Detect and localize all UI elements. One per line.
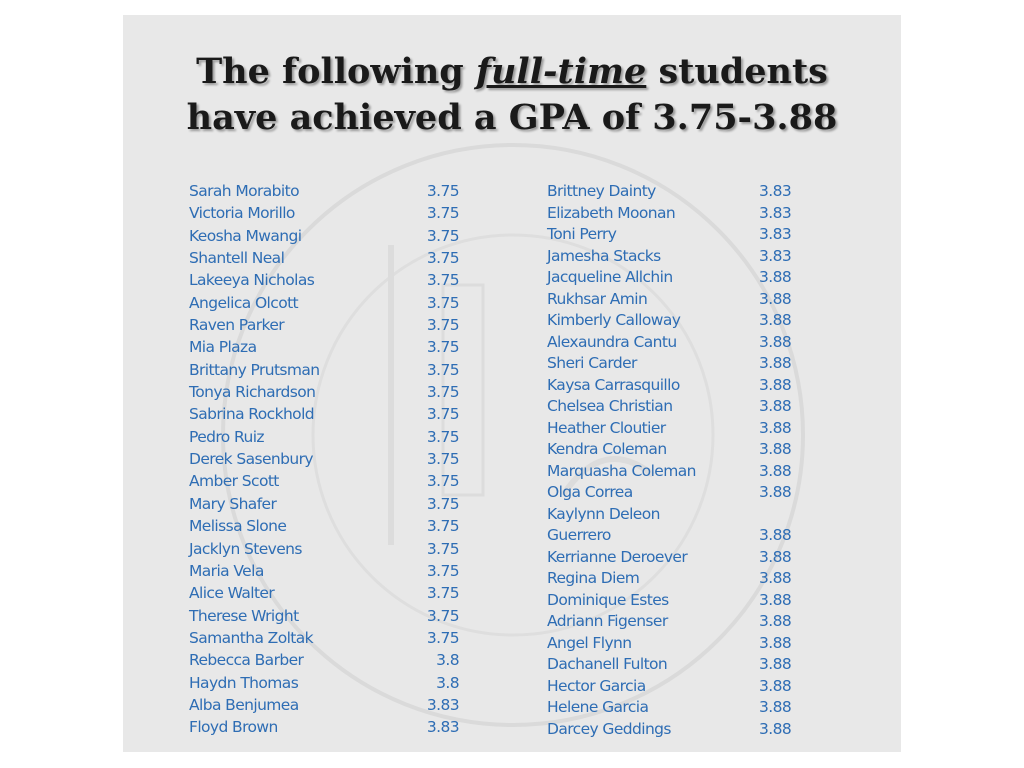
student-row	[547, 267, 807, 289]
student-gpa: 3.83	[426, 718, 459, 737]
student-row	[189, 717, 459, 739]
student-name: Kaylynn Deleon Guerrero	[547, 504, 660, 544]
student-gpa: 3.83	[759, 203, 792, 222]
student-gpa: 3.88	[759, 526, 792, 544]
student-gpa: 3.75	[426, 561, 459, 580]
student-name: Melissa Slone	[189, 517, 287, 536]
student-name: Dominique Estes	[547, 590, 669, 609]
student-gpa: 3.88	[759, 461, 792, 480]
student-name: Brittney Dainty	[547, 182, 656, 200]
student-row	[547, 547, 807, 569]
student-gpa: 3.75	[426, 405, 459, 424]
student-gpa: 3.75	[426, 628, 459, 647]
student-row	[189, 583, 459, 605]
student-gpa: 3.83	[426, 695, 459, 714]
student-gpa: 3.88	[759, 612, 792, 630]
student-row	[189, 561, 459, 583]
student-row	[547, 568, 807, 590]
student-row	[547, 611, 807, 633]
student-row	[189, 270, 459, 292]
student-name: Sheri Carder	[547, 354, 637, 372]
student-gpa: 3.83	[759, 246, 792, 265]
student-name: Kaysa Carrasquillo	[547, 375, 680, 394]
student-name: Samantha Zoltak	[189, 628, 314, 647]
student-gpa: 3.75	[426, 316, 459, 335]
student-gpa: 3.75	[426, 427, 459, 446]
student-name: Rebecca Barber	[189, 651, 304, 670]
student-row	[547, 246, 807, 268]
student-name: Olga Correa	[547, 483, 633, 501]
student-name: Alexaundra Cantu	[547, 332, 677, 351]
student-row	[547, 418, 807, 440]
student-gpa: 3.75	[426, 539, 459, 558]
title-text-pre: The following	[196, 51, 476, 92]
student-row	[547, 719, 807, 741]
student-name: Angelica Olcott	[189, 293, 299, 312]
student-gpa: 3.88	[759, 332, 792, 351]
student-gpa: 3.75	[426, 517, 459, 536]
student-row	[189, 360, 459, 382]
student-gpa: 3.88	[759, 569, 792, 587]
student-gpa: 3.88	[759, 268, 792, 286]
student-name: Elizabeth Moonan	[547, 203, 676, 222]
student-row	[189, 673, 459, 695]
student-row	[189, 293, 459, 315]
student-row	[547, 590, 807, 612]
student-gpa: 3.75	[426, 360, 459, 379]
student-name: Brittany Prutsman	[189, 360, 320, 379]
student-row	[189, 382, 459, 404]
student-row	[189, 248, 459, 270]
student-name: Angel Flynn	[547, 633, 632, 652]
student-gpa: 3.75	[426, 383, 459, 402]
student-name: Alba Benjumea	[189, 695, 299, 714]
right-student-list	[547, 181, 807, 740]
student-name: Adriann Figenser	[547, 612, 668, 630]
student-row	[189, 516, 459, 538]
student-gpa: 3.88	[759, 418, 792, 437]
student-row	[189, 203, 459, 225]
student-gpa: 3.88	[759, 655, 792, 673]
student-row	[189, 449, 459, 471]
student-row	[189, 539, 459, 561]
student-row	[189, 628, 459, 650]
student-row	[189, 494, 459, 516]
title-text-post: students	[646, 51, 828, 92]
title-line-1	[123, 49, 901, 95]
student-name: Dachanell Fulton	[547, 655, 668, 673]
student-row	[547, 353, 807, 375]
title-line-2: have achieved a GPA of 3.75-3.88	[186, 97, 838, 138]
student-row	[189, 606, 459, 628]
student-row	[547, 697, 807, 719]
student-name: Pedro Ruiz	[189, 427, 264, 446]
student-name: Kerrianne Deroever	[547, 547, 688, 566]
student-gpa: 3.75	[426, 450, 459, 469]
student-row	[547, 375, 807, 397]
student-name: Jamesha Stacks	[547, 246, 661, 265]
student-name: Rukhsar Amin	[547, 289, 648, 308]
student-gpa: 3.75	[426, 606, 459, 625]
student-name: Lakeeya Nicholas	[189, 271, 315, 290]
student-gpa: 3.75	[426, 293, 459, 312]
student-gpa: 3.88	[759, 397, 792, 415]
student-row	[189, 427, 459, 449]
student-row	[547, 654, 807, 676]
student-gpa: 3.88	[759, 311, 792, 329]
student-gpa: 3.88	[759, 289, 792, 308]
student-row	[547, 633, 807, 655]
title-emphasis: full-time	[475, 51, 647, 92]
student-row	[547, 439, 807, 461]
student-gpa: 3.88	[759, 354, 792, 372]
student-row	[547, 504, 807, 547]
student-name: Alice Walter	[189, 584, 275, 603]
student-row	[189, 471, 459, 493]
student-name: Kendra Coleman	[547, 440, 667, 458]
student-name: Mia Plaza	[189, 338, 257, 357]
student-gpa: 3.88	[759, 547, 792, 566]
student-name: Tonya Richardson	[189, 383, 316, 402]
student-name: Raven Parker	[189, 316, 285, 335]
student-name: Toni Perry	[547, 225, 617, 243]
student-row	[547, 461, 807, 483]
page-title	[123, 49, 901, 141]
student-gpa: 3.75	[426, 182, 459, 200]
student-gpa: 3.75	[426, 204, 459, 223]
slide	[123, 15, 901, 752]
student-row	[547, 224, 807, 246]
student-row	[189, 315, 459, 337]
student-row	[547, 396, 807, 418]
student-row	[547, 310, 807, 332]
student-row	[547, 289, 807, 311]
student-name: Haydn Thomas	[189, 673, 299, 692]
student-name: Chelsea Christian	[547, 397, 673, 415]
student-name: Mary Shafer	[189, 494, 277, 513]
student-name: Victoria Morillo	[189, 204, 295, 223]
student-gpa: 3.75	[426, 338, 459, 357]
student-row	[547, 203, 807, 225]
student-name: Jacklyn Stevens	[189, 539, 302, 558]
student-gpa: 3.83	[759, 225, 792, 243]
student-gpa: 3.88	[759, 440, 792, 458]
student-gpa: 3.88	[759, 719, 792, 738]
student-row	[189, 181, 459, 203]
student-name: Heather Cloutier	[547, 418, 666, 437]
student-name: Therese Wright	[189, 606, 299, 625]
student-name: Maria Vela	[189, 561, 264, 580]
student-gpa: 3.88	[759, 483, 792, 501]
student-row	[189, 650, 459, 672]
student-name: Keosha Mwangi	[189, 226, 302, 245]
student-name: Derek Sasenbury	[189, 450, 313, 469]
student-row	[189, 226, 459, 248]
student-row	[547, 482, 807, 504]
student-name: Jacqueline Allchin	[547, 268, 673, 286]
student-row	[547, 676, 807, 698]
student-row	[189, 404, 459, 426]
student-row	[189, 337, 459, 359]
student-name: Sarah Morabito	[189, 182, 299, 200]
student-gpa: 3.83	[759, 182, 792, 200]
student-gpa: 3.75	[426, 494, 459, 513]
student-name: Kimberly Calloway	[547, 311, 681, 329]
student-gpa: 3.8	[436, 673, 459, 692]
student-name: Amber Scott	[189, 472, 279, 491]
student-gpa: 3.88	[759, 590, 792, 609]
student-row	[547, 332, 807, 354]
student-name: Hector Garcia	[547, 676, 646, 695]
student-name: Shantell Neal	[189, 249, 285, 268]
student-name: Sabrina Rockhold	[189, 405, 315, 424]
student-row	[547, 181, 807, 203]
student-gpa: 3.75	[426, 226, 459, 245]
student-gpa: 3.88	[759, 676, 792, 695]
student-name: Darcey Geddings	[547, 719, 671, 738]
student-name: Regina Diem	[547, 569, 640, 587]
student-row	[189, 695, 459, 717]
student-name: Floyd Brown	[189, 718, 278, 737]
student-gpa: 3.75	[426, 472, 459, 491]
student-gpa: 3.88	[759, 698, 792, 716]
student-gpa: 3.88	[759, 633, 792, 652]
student-name: Helene Garcia	[547, 698, 649, 716]
student-gpa: 3.75	[426, 584, 459, 603]
student-gpa: 3.75	[426, 249, 459, 268]
student-name: Marquasha Coleman	[547, 461, 696, 480]
left-student-list	[189, 181, 459, 740]
student-gpa: 3.88	[759, 375, 792, 394]
student-gpa: 3.8	[436, 651, 459, 670]
student-gpa: 3.75	[426, 271, 459, 290]
